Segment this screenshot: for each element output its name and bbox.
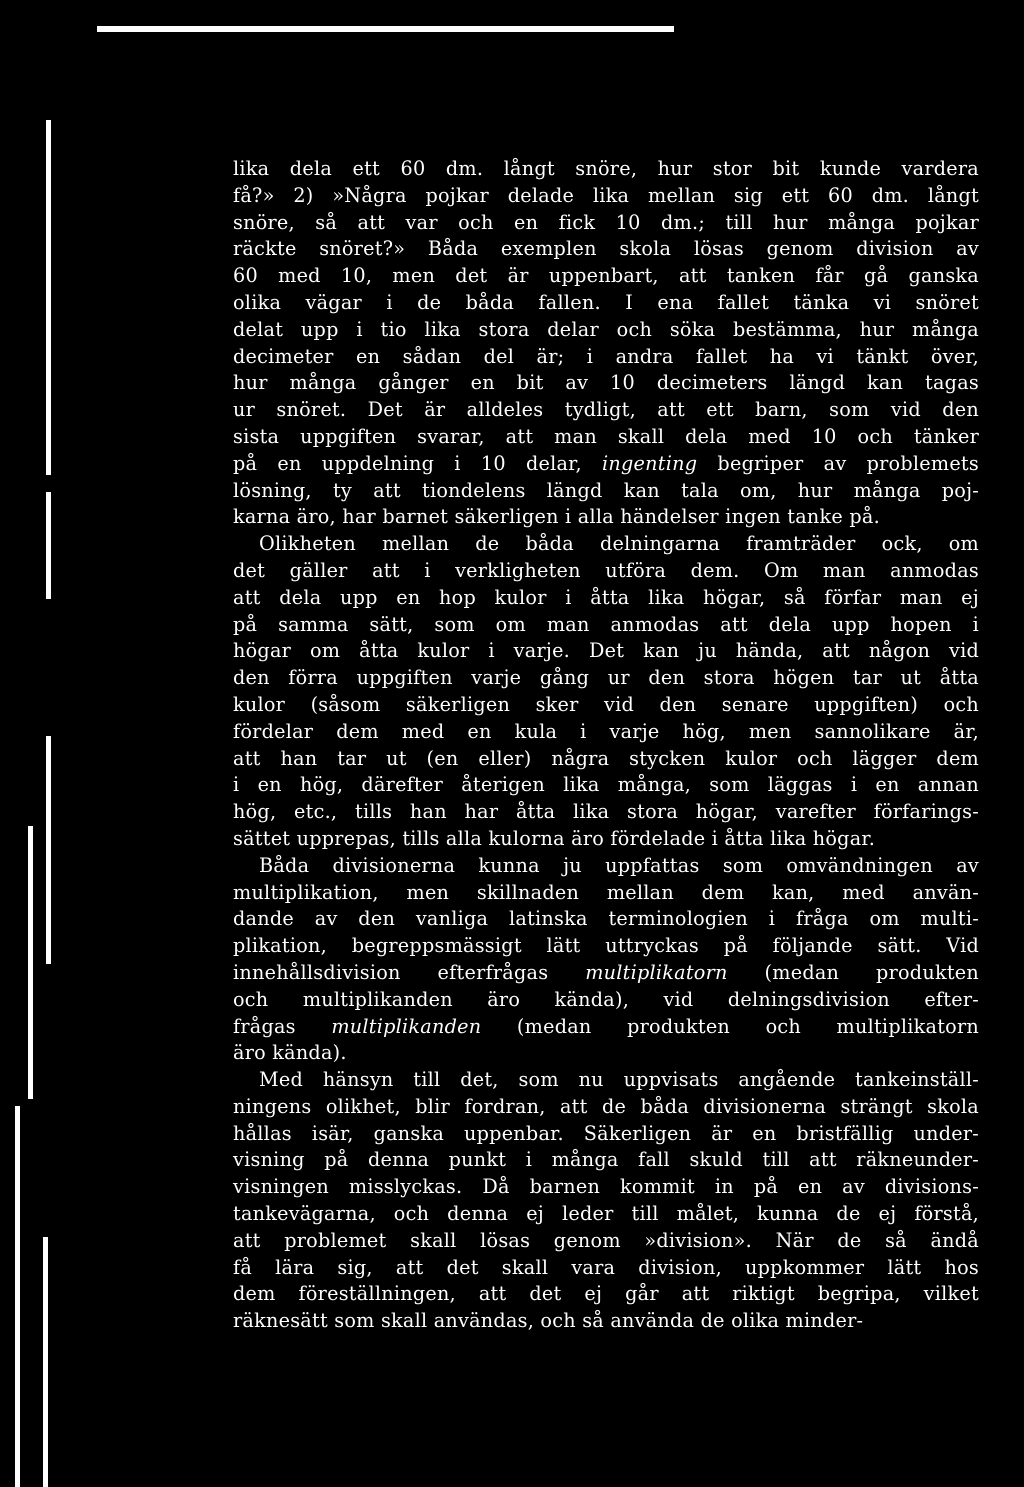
text-segment: på en uppdelning i 10 delar, xyxy=(233,451,603,475)
text-segment: begriper av problemets xyxy=(697,451,979,475)
text-line: ur snöret. Det är alldeles tydligt, att ett barn, som vid den xyxy=(233,398,979,422)
text-line: Med hänsyn till det, som nu uppvisats angående tankeinställ- xyxy=(259,1068,979,1092)
emphasized-term: multiplikanden xyxy=(331,1014,482,1038)
text-line: sista uppgiften svarar, att man skall dela med 10 och tänker xyxy=(233,424,979,448)
text-segment: innehållsdivision efterfrågas xyxy=(233,960,586,984)
text-line: hur många gånger en bit av 10 decimeters längd kan tagas xyxy=(233,371,979,395)
text-line: olika vägar i de båda fallen. I ena fallet tänka vi snöret xyxy=(233,290,979,314)
text-line: lösning, ty att tiondelens längd kan tala om, hur många poj- xyxy=(233,478,979,502)
text-line: det gäller att i verkligheten utföra dem. Om man anmodas xyxy=(233,558,979,582)
text-line: 60 med 10, men det är uppenbart, att tanken får gå ganska xyxy=(233,264,979,288)
text-line: dem föreställningen, att det ej går att riktigt begripa, vilket xyxy=(233,1282,979,1306)
text-line: att han tar ut (en eller) några stycken kulor och lägger dem xyxy=(233,746,979,770)
text-line: och multiplikanden äro kända), vid delningsdivision efter- xyxy=(233,987,979,1011)
text-line: ningens olikhet, blir fordran, att de båda divisionerna strängt skola xyxy=(233,1094,979,1118)
text-line: hög, etc., tills han har åtta lika stora högar, varefter förfarings- xyxy=(233,800,979,824)
text-line: Båda divisionerna kunna ju uppfattas som omvändningen av xyxy=(259,853,979,877)
text-line: multiplikation, men skillnaden mellan dem kan, med använ- xyxy=(233,880,979,904)
left-margin-line xyxy=(46,736,51,964)
text-line: lika dela ett 60 dm. långt snöre, hur stor bit kunde vardera xyxy=(233,157,979,180)
text-line: plikation, begreppsmässigt lätt uttryckas på följande sätt. Vid xyxy=(233,934,979,958)
text-line: sättet upprepas, tills alla kulorna äro fördelade i åtta lika högar. xyxy=(233,826,876,850)
emphasized-term: multiplikatorn xyxy=(585,960,728,984)
top-rule xyxy=(97,26,674,32)
text-line xyxy=(233,960,979,987)
left-margin-line xyxy=(43,1237,48,1487)
text-line: visningen misslyckas. Då barnen kommit in på en av divisions- xyxy=(233,1175,979,1199)
text-line: att dela upp en hop kulor i åtta lika högar, så förfar man ej xyxy=(233,585,979,609)
emphasized-term: ingenting xyxy=(602,451,698,475)
text-segment: frågas xyxy=(233,1014,332,1038)
text-line: Olikheten mellan de båda delningarna framträder ock, om xyxy=(259,532,979,556)
left-margin-line xyxy=(15,1106,20,1487)
text-line: dande av den vanliga latinska terminologien i fråga om multi- xyxy=(233,907,979,931)
left-margin-line xyxy=(46,492,51,599)
text-line: högar om åtta kulor i varje. Det kan ju hända, att någon vid xyxy=(233,639,979,663)
text-line: decimeter en sådan del är; i andra fallet ha vi tänkt över, xyxy=(233,344,979,368)
text-line: visning på denna punkt i många fall skuld till att räkneunder- xyxy=(233,1148,979,1172)
text-line: få?» 2) »Några pojkar delade lika mellan sig ett 60 dm. långt xyxy=(233,183,979,207)
text-line: hållas isär, ganska uppenbar. Säkerligen är en bristfällig under- xyxy=(233,1121,979,1145)
text-line: delat upp i tio lika stora delar och söka bestämma, hur många xyxy=(233,317,979,341)
text-line: fördelar dem med en kula i varje hög, men sannolikare är, xyxy=(233,719,979,743)
text-line: på samma sätt, som om man anmodas att dela upp hopen i xyxy=(233,612,979,636)
text-line: äro kända). xyxy=(233,1041,347,1065)
left-margin-line xyxy=(28,826,33,1099)
text-line: snöre, så att var och en fick 10 dm.; till hur många pojkar xyxy=(233,210,979,234)
text-line: tankevägarna, och denna ej leder till målet, kunna de ej förstå, xyxy=(233,1202,979,1226)
text-line xyxy=(233,1014,979,1041)
left-margin-line xyxy=(46,120,51,475)
text-line: att problemet skall lösas genom »division». När de så ändå xyxy=(233,1228,979,1252)
text-line: karna äro, har barnet säkerligen i alla händelser ingen tanke på. xyxy=(233,505,880,529)
text-line: den förra uppgiften varje gång ur den stora högen tar ut åtta xyxy=(233,666,979,690)
text-line: räckte snöret?» Båda exemplen skola lösas genom division av xyxy=(233,237,979,261)
text-line: kulor (såsom säkerligen sker vid den senare uppgiften) och xyxy=(233,692,979,716)
text-line: i en hög, därefter återigen lika många, som läggas i en annan xyxy=(233,773,979,797)
text-line: få lära sig, att det skall vara division, uppkommer lätt hos xyxy=(233,1255,979,1279)
text-segment: (medan produkten xyxy=(727,960,979,984)
text-line xyxy=(233,451,979,478)
text-line: räknesätt som skall användas, och så använda de olika minder- xyxy=(233,1309,864,1333)
page-text xyxy=(233,156,979,1335)
text-segment: (medan produkten och multiplikatorn xyxy=(481,1014,979,1038)
